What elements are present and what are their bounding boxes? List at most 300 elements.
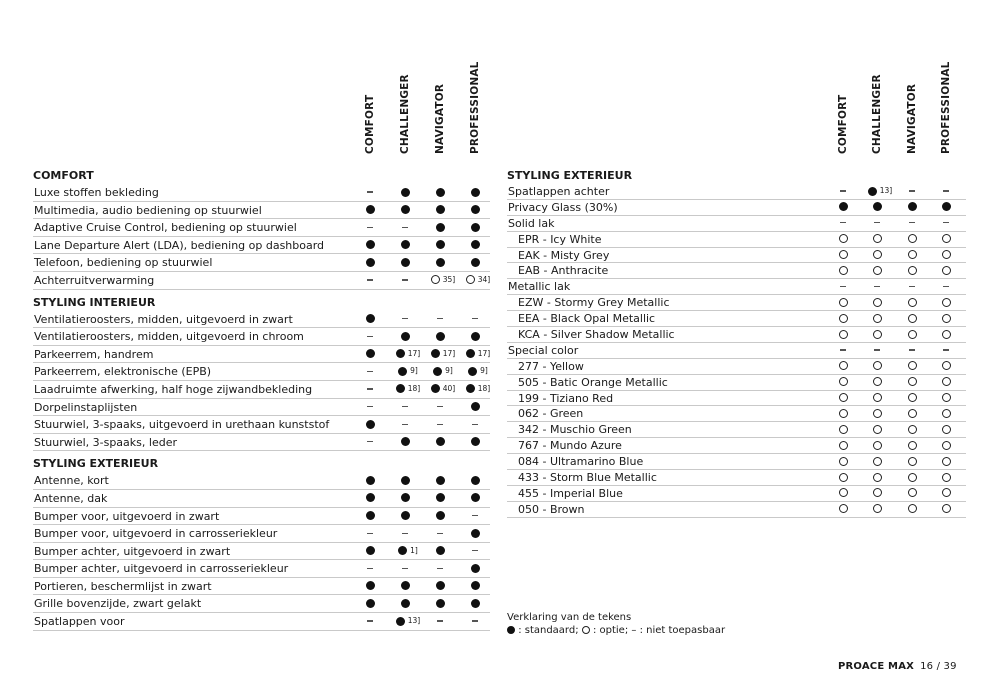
standard-dot-icon xyxy=(398,546,407,555)
cell-professional xyxy=(929,295,963,310)
row-label: Portieren, beschermlijst in zwart xyxy=(34,579,212,593)
cell-challenger xyxy=(388,525,422,542)
option-circle-icon xyxy=(839,393,848,402)
table-row xyxy=(33,543,490,561)
not-applicable-dash-icon xyxy=(943,349,949,350)
not-applicable-dash-icon xyxy=(840,222,846,223)
cell-professional xyxy=(458,508,492,525)
cell-challenger xyxy=(860,279,894,294)
table-row xyxy=(33,399,490,417)
cell-navigator xyxy=(423,578,457,595)
cell-challenger xyxy=(860,327,894,342)
row-label: Stuurwiel, 3-spaaks, leder xyxy=(34,435,177,449)
table-row xyxy=(33,490,490,508)
cell-comfort xyxy=(826,438,860,453)
footnote-ref: 1] xyxy=(410,545,418,555)
cell-professional xyxy=(458,202,492,219)
cell-professional xyxy=(458,272,492,289)
cell-challenger xyxy=(860,470,894,485)
cell-navigator xyxy=(895,327,929,342)
row-label: Metallic lak xyxy=(508,280,571,294)
cell-comfort xyxy=(353,525,387,542)
cell-challenger xyxy=(860,454,894,469)
table-row xyxy=(33,595,490,613)
footnote-ref: 40] xyxy=(442,383,456,393)
table-row xyxy=(507,454,966,470)
standard-dot-icon xyxy=(471,564,480,573)
cell-navigator xyxy=(423,525,457,542)
row-label: EPR - Icy White xyxy=(518,232,602,246)
option-circle-icon xyxy=(873,441,882,450)
not-applicable-dash-icon xyxy=(367,371,373,372)
table-body xyxy=(33,166,490,631)
option-circle-icon xyxy=(942,314,951,323)
cell-professional xyxy=(458,328,492,345)
cell-navigator xyxy=(423,434,457,451)
cell-challenger xyxy=(860,438,894,453)
standard-dot-icon xyxy=(466,349,475,358)
cell-comfort xyxy=(826,422,860,437)
option-circle-icon xyxy=(908,330,917,339)
standard-dot-icon xyxy=(471,529,480,538)
cell-navigator xyxy=(423,219,457,236)
cell-professional xyxy=(929,263,963,278)
cell-professional xyxy=(458,543,492,560)
cell-challenger xyxy=(388,202,422,219)
cell-challenger xyxy=(860,232,894,247)
cell-challenger xyxy=(388,490,422,507)
option-circle-icon xyxy=(873,393,882,402)
row-label: Dorpelinstaplijsten xyxy=(34,400,138,414)
row-label: Special color xyxy=(508,343,579,357)
option-circle-icon xyxy=(873,234,882,243)
standard-dot-icon xyxy=(401,332,410,341)
row-label: 342 - Muschio Green xyxy=(518,423,632,437)
table-row xyxy=(507,295,966,311)
option-circle-icon xyxy=(839,266,848,275)
cell-professional xyxy=(458,399,492,416)
option-circle-icon xyxy=(873,377,882,386)
cell-challenger xyxy=(860,502,894,517)
column-header-label: CHALLENGER xyxy=(871,74,883,154)
standard-dot-icon xyxy=(433,367,442,376)
standard-dot-icon xyxy=(366,511,375,520)
standard-dot-icon xyxy=(436,205,445,214)
row-label: Lane Departure Alert (LDA), bediening op dashboard xyxy=(34,238,325,252)
cell-challenger xyxy=(388,595,422,612)
page-footer xyxy=(838,661,957,672)
not-applicable-dash-icon xyxy=(402,318,408,319)
option-circle-icon xyxy=(873,425,882,434)
option-circle-icon xyxy=(942,504,951,513)
cell-comfort xyxy=(826,279,860,294)
option-circle-icon xyxy=(908,488,917,497)
cell-professional xyxy=(929,200,963,215)
not-applicable-dash-icon xyxy=(840,286,846,287)
standard-dot-icon xyxy=(366,258,375,267)
row-label: KCA - Silver Shadow Metallic xyxy=(518,328,675,342)
cell-comfort xyxy=(353,363,387,380)
standard-dot-icon xyxy=(366,581,375,590)
table-row xyxy=(33,254,490,272)
standard-dot-icon xyxy=(398,367,407,376)
cell-challenger xyxy=(388,578,422,595)
option-circle-icon xyxy=(942,409,951,418)
cell-comfort xyxy=(353,490,387,507)
cell-navigator xyxy=(895,232,929,247)
option-circle-icon xyxy=(873,488,882,497)
cell-navigator xyxy=(423,416,457,433)
cell-navigator xyxy=(423,543,457,560)
cell-challenger xyxy=(860,263,894,278)
cell-navigator xyxy=(423,311,457,328)
standard-dot-icon xyxy=(471,581,480,590)
option-circle-icon xyxy=(873,457,882,466)
table-row xyxy=(507,184,966,200)
cell-challenger xyxy=(388,311,422,328)
standard-dot-icon xyxy=(401,437,410,446)
standard-dot-icon xyxy=(436,258,445,267)
cell-challenger xyxy=(388,272,422,289)
cell-comfort xyxy=(826,311,860,326)
cell-navigator xyxy=(895,279,929,294)
cell-navigator xyxy=(895,248,929,263)
standard-dot-icon xyxy=(366,493,375,502)
row-label: Bumper voor, uitgevoerd in zwart xyxy=(34,509,220,523)
table-row xyxy=(507,486,966,502)
table-row xyxy=(507,391,966,407)
cell-professional xyxy=(458,237,492,254)
cell-comfort xyxy=(826,486,860,501)
option-circle-icon xyxy=(942,330,951,339)
table-row xyxy=(507,279,966,295)
option-circle-icon xyxy=(873,314,882,323)
table-row xyxy=(507,327,966,343)
cell-challenger xyxy=(388,328,422,345)
option-circle-icon xyxy=(839,488,848,497)
option-circle-icon xyxy=(908,409,917,418)
cell-comfort xyxy=(353,613,387,630)
cell-navigator xyxy=(423,472,457,489)
not-applicable-dash-icon xyxy=(367,279,373,280)
option-circle-icon xyxy=(942,361,951,370)
table-row xyxy=(33,202,490,220)
cell-comfort xyxy=(826,232,860,247)
table-row xyxy=(507,232,966,248)
cell-navigator xyxy=(423,613,457,630)
not-applicable-dash-icon xyxy=(367,191,373,192)
column-header-label: NAVIGATOR xyxy=(434,83,446,154)
column-header-professional xyxy=(467,61,483,166)
table-row xyxy=(33,381,490,399)
cell-professional xyxy=(929,216,963,231)
standard-dot-icon xyxy=(436,476,445,485)
cell-professional xyxy=(929,343,963,358)
cell-navigator xyxy=(895,470,929,485)
cell-navigator xyxy=(423,560,457,577)
cell-navigator xyxy=(423,346,457,363)
standard-dot-icon xyxy=(471,258,480,267)
cell-professional xyxy=(458,184,492,201)
left-spec-table xyxy=(33,61,491,631)
standard-dot-icon xyxy=(436,581,445,590)
standard-dot-icon xyxy=(366,546,375,555)
not-applicable-dash-icon xyxy=(437,424,443,425)
option-circle-icon xyxy=(839,457,848,466)
cell-navigator xyxy=(895,200,929,215)
cell-challenger xyxy=(860,359,894,374)
row-label: Spatlappen voor xyxy=(34,615,125,629)
cell-professional xyxy=(929,438,963,453)
cell-comfort xyxy=(353,202,387,219)
standard-dot-icon xyxy=(366,349,375,358)
not-applicable-dash-icon xyxy=(909,349,915,350)
cell-challenger xyxy=(860,248,894,263)
row-label: 199 - Tiziano Red xyxy=(518,391,614,405)
cell-navigator xyxy=(895,502,929,517)
column-header-label: NAVIGATOR xyxy=(906,83,918,154)
option-circle-icon xyxy=(839,441,848,450)
option-circle-icon xyxy=(942,250,951,259)
footnote-ref: 18] xyxy=(407,383,421,393)
footnote-ref: 17] xyxy=(407,348,421,358)
not-applicable-dash-icon xyxy=(437,568,443,569)
standard-dot-icon xyxy=(401,188,410,197)
option-circle-icon xyxy=(908,234,917,243)
table-row xyxy=(507,359,966,375)
column-header-label: PROFESSIONAL xyxy=(940,61,952,154)
cell-professional xyxy=(458,416,492,433)
cell-navigator xyxy=(895,343,929,358)
row-label: Laadruimte afwerking, half hoge zijwandbekleding xyxy=(34,382,313,396)
row-label: Achterruitverwarming xyxy=(34,273,155,287)
table-row xyxy=(33,472,490,490)
column-header-navigator xyxy=(432,78,448,166)
cell-challenger xyxy=(860,184,894,199)
standard-dot-icon xyxy=(436,511,445,520)
table-row xyxy=(507,263,966,279)
standard-dot-icon xyxy=(366,314,375,323)
cell-navigator xyxy=(423,381,457,398)
cell-professional xyxy=(929,486,963,501)
cell-navigator xyxy=(423,202,457,219)
column-header-comfort xyxy=(835,78,851,166)
table-row xyxy=(507,375,966,391)
standard-dot-icon xyxy=(471,402,480,411)
cell-navigator xyxy=(895,422,929,437)
column-header-challenger xyxy=(869,74,885,166)
row-label: Privacy Glass (30%) xyxy=(508,200,618,214)
not-applicable-dash-icon xyxy=(943,190,949,191)
footnote-ref: 18] xyxy=(477,383,491,393)
footnote-ref: 13] xyxy=(407,616,421,626)
option-circle-icon xyxy=(873,473,882,482)
standard-dot-icon xyxy=(401,258,410,267)
cell-professional xyxy=(929,454,963,469)
footnote-ref: 17] xyxy=(477,348,491,358)
standard-dot-icon xyxy=(466,384,475,393)
standard-dot-icon xyxy=(436,223,445,232)
option-circle-icon xyxy=(908,266,917,275)
row-label: 277 - Yellow xyxy=(518,359,584,373)
option-circle-icon xyxy=(908,504,917,513)
cell-navigator xyxy=(895,406,929,421)
row-label: 505 - Batic Orange Metallic xyxy=(518,375,668,389)
option-circle-icon xyxy=(839,250,848,259)
row-label: Bumper achter, uitgevoerd in zwart xyxy=(34,544,231,558)
row-label: Spatlappen achter xyxy=(508,185,610,198)
cell-professional xyxy=(929,327,963,342)
standard-dot-icon xyxy=(431,384,440,393)
cell-challenger xyxy=(860,422,894,437)
not-applicable-dash-icon xyxy=(840,349,846,350)
not-applicable-dash-icon xyxy=(874,222,880,223)
option-circle-icon xyxy=(908,425,917,434)
table-row xyxy=(33,578,490,596)
document-title: PROACE MAX xyxy=(838,661,915,672)
cell-challenger xyxy=(860,216,894,231)
column-headers xyxy=(507,61,966,166)
not-applicable-dash-icon xyxy=(367,336,373,337)
option-circle-icon xyxy=(908,393,917,402)
cell-challenger xyxy=(860,311,894,326)
table-row xyxy=(507,422,966,438)
row-label: Grille bovenzijde, zwart gelakt xyxy=(34,597,202,611)
table-row xyxy=(507,311,966,327)
cell-challenger xyxy=(388,254,422,271)
cell-professional xyxy=(929,406,963,421)
cell-challenger xyxy=(860,375,894,390)
column-header-challenger xyxy=(397,74,413,166)
cell-navigator xyxy=(895,263,929,278)
option-circle-icon xyxy=(839,377,848,386)
standard-dot-icon xyxy=(401,511,410,520)
cell-professional xyxy=(458,613,492,630)
standard-dot-icon xyxy=(396,349,405,358)
option-circle-icon xyxy=(582,626,590,634)
option-circle-icon xyxy=(908,457,917,466)
row-label: 062 - Green xyxy=(518,407,584,421)
table-row xyxy=(33,434,490,452)
cell-professional xyxy=(929,232,963,247)
option-circle-icon xyxy=(942,234,951,243)
not-applicable-dash-icon xyxy=(402,406,408,407)
row-label: EAB - Anthracite xyxy=(518,264,609,278)
standard-dot-icon xyxy=(401,493,410,502)
cell-navigator xyxy=(895,454,929,469)
standard-dot-icon xyxy=(436,546,445,555)
standard-dot-icon xyxy=(436,188,445,197)
cell-comfort xyxy=(353,184,387,201)
column-header-label: COMFORT xyxy=(364,94,376,154)
not-applicable-dash-icon xyxy=(402,568,408,569)
standard-dot-icon xyxy=(401,581,410,590)
legend-na: – : niet toepasbaar xyxy=(631,625,726,636)
cell-comfort xyxy=(826,248,860,263)
standard-dot-icon xyxy=(401,476,410,485)
option-circle-icon xyxy=(873,330,882,339)
cell-challenger xyxy=(860,406,894,421)
not-applicable-dash-icon xyxy=(402,279,408,280)
not-applicable-dash-icon xyxy=(909,190,915,191)
row-label: 050 - Brown xyxy=(518,502,585,516)
cell-comfort xyxy=(353,508,387,525)
not-applicable-dash-icon xyxy=(367,533,373,534)
standard-dot-icon xyxy=(436,240,445,249)
footnote-ref: 9] xyxy=(480,366,488,376)
column-header-professional xyxy=(938,61,954,166)
not-applicable-dash-icon xyxy=(367,227,373,228)
option-circle-icon xyxy=(942,393,951,402)
option-circle-icon xyxy=(839,314,848,323)
cell-challenger xyxy=(388,363,422,380)
not-applicable-dash-icon xyxy=(367,388,373,389)
cell-challenger xyxy=(860,486,894,501)
option-circle-icon xyxy=(908,441,917,450)
cell-challenger xyxy=(388,560,422,577)
cell-comfort xyxy=(353,328,387,345)
option-circle-icon xyxy=(908,298,917,307)
column-header-comfort xyxy=(362,78,378,166)
table-row xyxy=(507,248,966,264)
cell-professional xyxy=(458,560,492,577)
section-title: COMFORT xyxy=(33,169,94,182)
section-title: STYLING EXTERIEUR xyxy=(33,457,159,471)
not-applicable-dash-icon xyxy=(874,349,880,350)
option-circle-icon xyxy=(839,473,848,482)
cell-professional xyxy=(458,254,492,271)
cell-comfort xyxy=(826,406,860,421)
cell-navigator xyxy=(895,486,929,501)
column-header-label: COMFORT xyxy=(837,94,849,154)
option-circle-icon xyxy=(839,234,848,243)
cell-navigator xyxy=(895,375,929,390)
standard-dot-icon xyxy=(471,205,480,214)
not-applicable-dash-icon xyxy=(367,568,373,569)
cell-challenger xyxy=(860,200,894,215)
table-body xyxy=(507,166,966,518)
table-row xyxy=(33,346,490,364)
table-row xyxy=(33,328,490,346)
legend-items xyxy=(507,624,725,637)
cell-challenger xyxy=(388,508,422,525)
cell-comfort xyxy=(353,381,387,398)
standard-dot-icon xyxy=(471,437,480,446)
standard-dot-icon xyxy=(436,493,445,502)
row-label: Parkeerrem, handrem xyxy=(34,347,154,361)
cell-professional xyxy=(458,311,492,328)
cell-navigator xyxy=(895,311,929,326)
cell-challenger xyxy=(860,295,894,310)
cell-comfort xyxy=(353,219,387,236)
cell-navigator xyxy=(895,295,929,310)
cell-navigator xyxy=(423,508,457,525)
footnote-ref: 35] xyxy=(442,274,456,284)
table-row xyxy=(33,184,490,202)
cell-comfort xyxy=(826,295,860,310)
cell-comfort xyxy=(353,346,387,363)
option-circle-icon xyxy=(942,266,951,275)
row-label: Stuurwiel, 3-spaaks, uitgevoerd in urethaan kunststof xyxy=(34,418,330,432)
row-label: Ventilatieroosters, midden, uitgevoerd in zwart xyxy=(34,312,293,326)
cell-professional xyxy=(458,578,492,595)
option-circle-icon xyxy=(839,298,848,307)
row-label: Ventilatieroosters, midden, uitgevoerd in chroom xyxy=(34,330,304,344)
cell-professional xyxy=(929,311,963,326)
cell-navigator xyxy=(895,438,929,453)
not-applicable-dash-icon xyxy=(472,424,478,425)
cell-comfort xyxy=(353,272,387,289)
